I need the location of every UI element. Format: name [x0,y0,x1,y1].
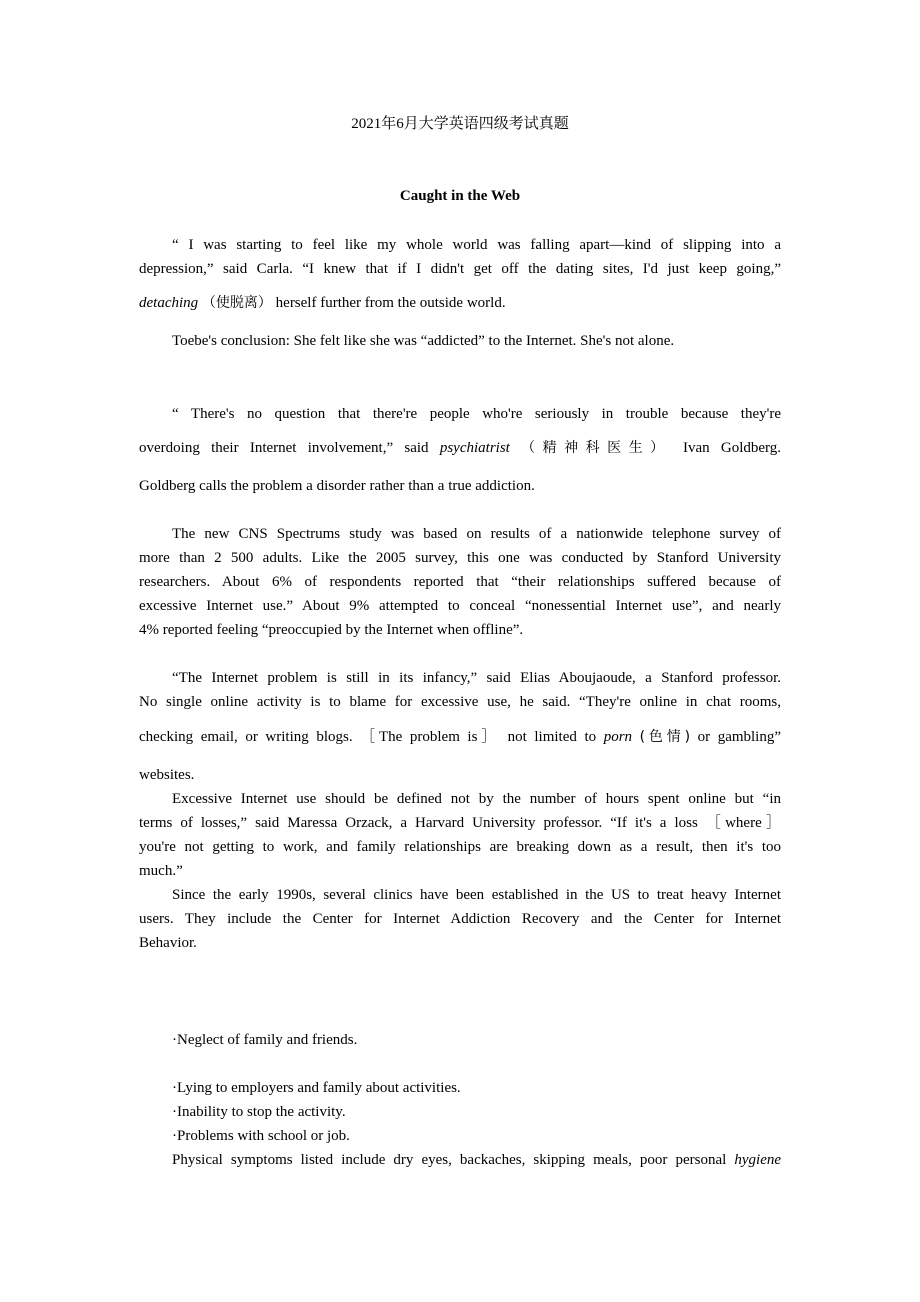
p3-gloss: （精神科医生） [521,440,672,456]
p5-gloss: (色情) [639,729,691,745]
p4-line-5: 4% reported feeling “preoccupied by the Internet when offline”. [139,622,524,638]
p5-line-1: “The Internet problem is still in its infancy,” said Elias Aboujaoude, a Stanford professor. [172,670,781,686]
p1-italic-word: detaching [139,295,199,311]
p7-line-1: Since the early 1990s, several clinics have been established in the US to treat heavy Internet [172,887,781,903]
p3-line-2-b: Ivan Goldberg. [682,440,782,456]
p1-line-3 [139,293,781,313]
p4-line-2: more than 2 500 adults. Like the 2005 survey, this one was conducted by Stanford University [139,550,781,566]
symptoms-italic-word: hygiene [734,1152,782,1168]
p1-gloss: （使脱离） [201,295,272,311]
p5-line-3-b: or gambling” [697,729,782,745]
p3-italic-word: psychiatrist [439,440,510,456]
p6-line-2: terms of losses,” said Maressa Orzack, a Harvard University professor. “If it's a loss ［where］ [139,815,781,831]
p2-line: Toebe's conclusion: She felt like she was “addicted” to the Internet. She's not alone. [172,333,675,349]
p7-line-3: Behavior. [139,935,197,951]
p5-italic-word: porn [603,729,633,745]
p4-line-1: The new CNS Spectrums study was based on results of a nationwide telephone survey of [172,526,781,542]
bullet-item: ·Inability to stop the activity. [172,1104,346,1120]
bullet-item: ·Problems with school or job. [172,1128,350,1144]
p3-line-3: Goldberg calls the problem a disorder rather than a true addiction. [139,478,535,494]
bullet-item: ·Lying to employers and family about activities. [172,1080,461,1096]
p5-line-3-a: checking email, or writing blogs. ［The problem is］ not limited to [139,729,597,745]
p5-line-2: No single online activity is to blame for excessive use, he said. “They're online in chat rooms, [139,694,781,710]
p6-line-4: much.” [139,863,183,879]
exam-header: 2021年6月大学英语四级考试真题 [351,116,569,132]
p4-line-3: researchers. About 6% of respondents reported that “their relationships suffered because of [139,574,781,590]
symptoms-text: Physical symptoms listed include dry eyes, backaches, skipping meals, poor personal [172,1152,727,1168]
p6-line-1: Excessive Internet use should be defined not by the number of hours spent online but “in [172,791,781,807]
p1-line-3-rest: herself further from the outside world. [275,295,506,311]
p7-line-2: users. They include the Center for Internet Addiction Recovery and the Center for Internet [139,911,781,927]
p3-line-2 [139,438,781,458]
bullet-item: ·Neglect of family and friends. [172,1032,358,1048]
p3-line-1: “ There's no question that there're people who're seriously in trouble because they're [172,406,781,422]
p1-line-2: depression,” said Carla. “I knew that if I didn't get off the dating sites, I'd just keep going,” [139,261,781,277]
p1-line-1: “ I was starting to feel like my whole world was falling apart—kind of slipping into a [172,237,781,253]
p6-line-3: you're not getting to work, and family relationships are breaking down as a result, then it's too [139,839,781,855]
p5-line-4: websites. [139,767,195,783]
p5-line-3 [139,727,781,747]
p4-line-4: excessive Internet use.” About 9% attempted to conceal “nonessential Internet use”, and nearly [139,598,781,614]
symptoms-line [172,1150,781,1170]
p3-line-2-a: overdoing their Internet involvement,” said [139,440,429,456]
article-title: Caught in the Web [399,188,521,204]
